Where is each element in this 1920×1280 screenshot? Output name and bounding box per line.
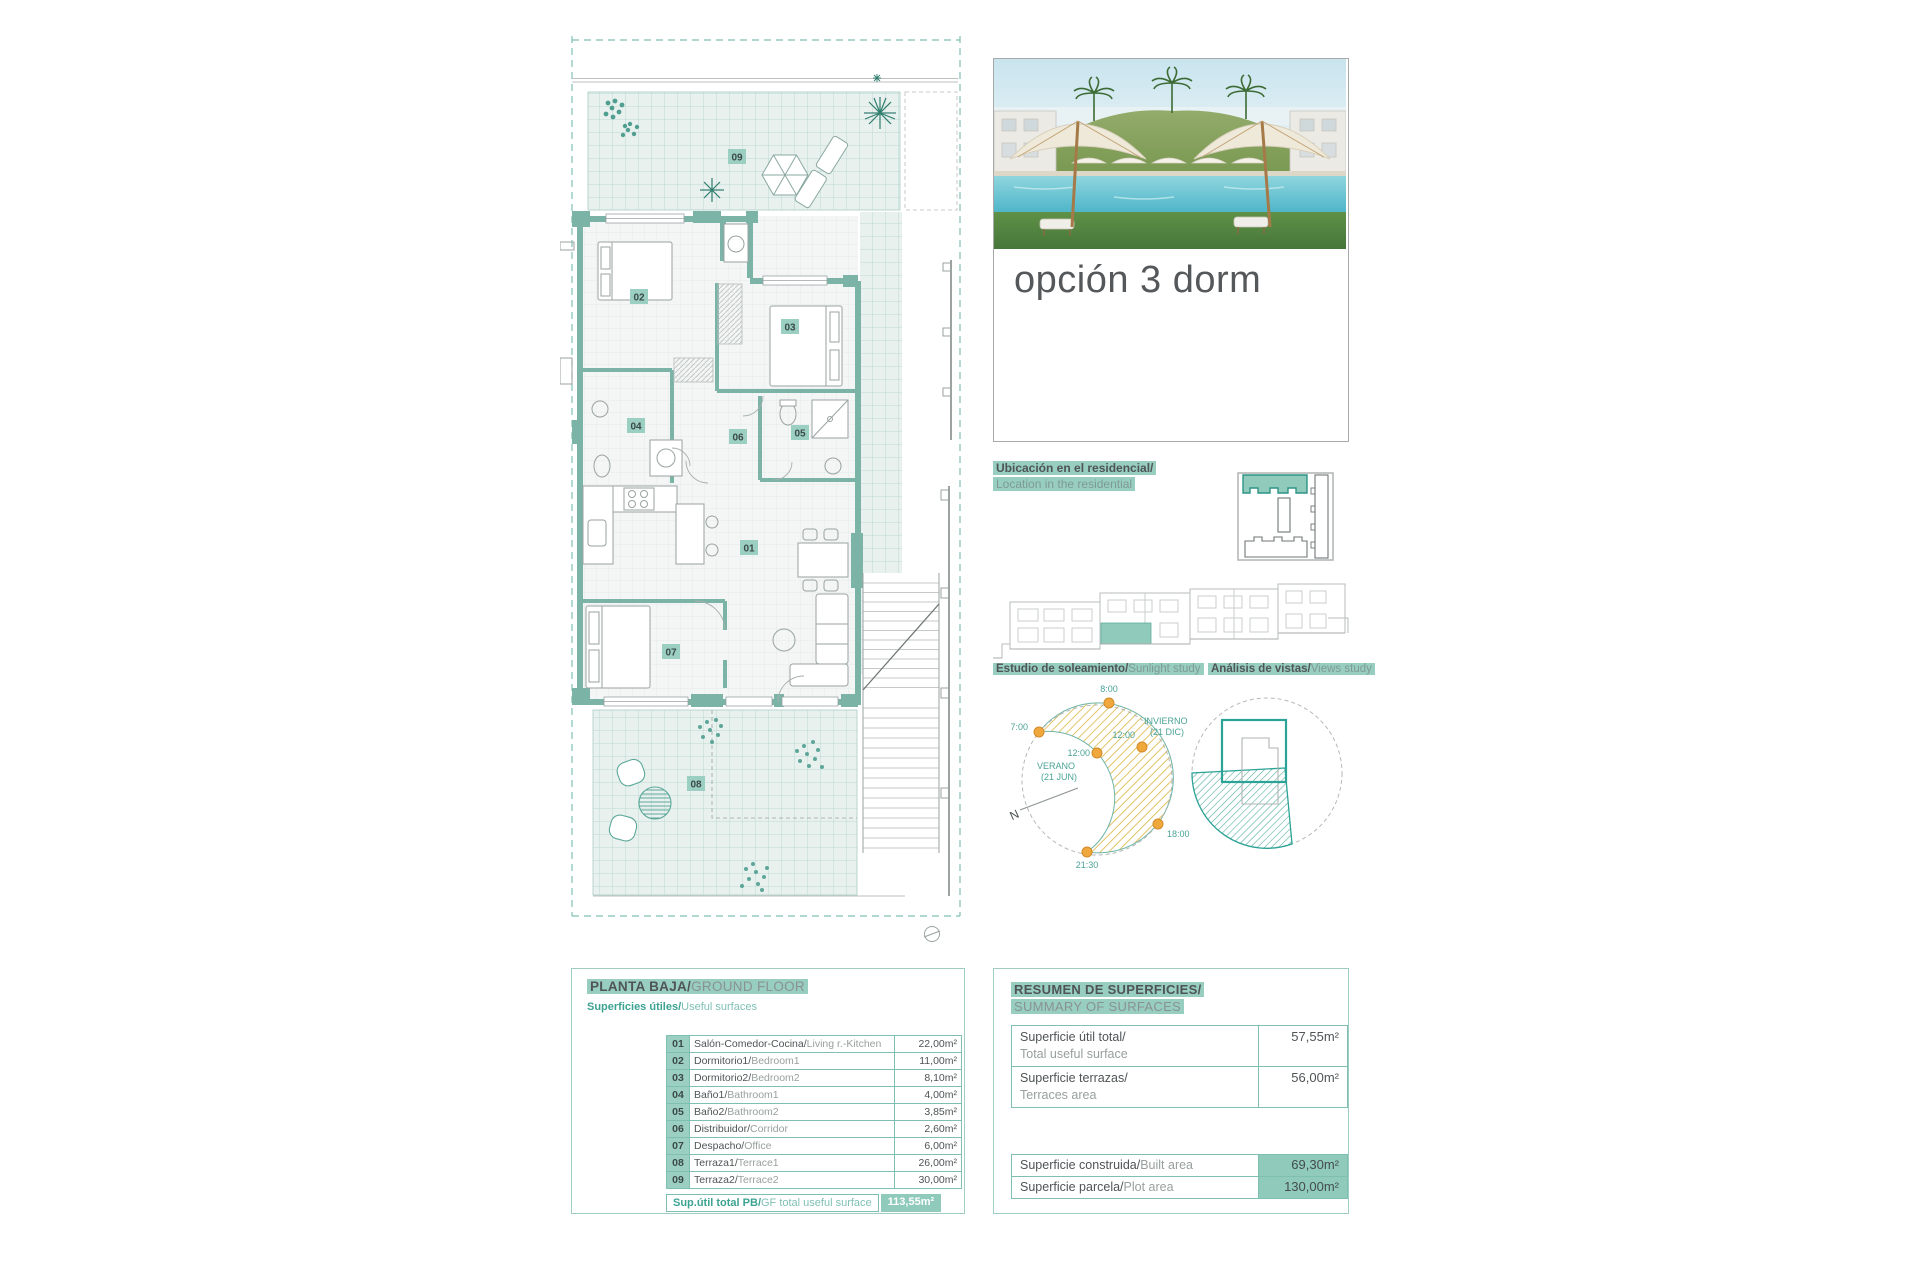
floor-subtitle-en: Useful surfaces (681, 1001, 757, 1013)
table-row: 07 Despacho/Office 6,00m² (667, 1138, 962, 1155)
time-1800: 18:00 (1167, 829, 1190, 839)
floor-plan-drawing (560, 28, 970, 948)
floor-subtitle-es: Superficies útiles/ (587, 1001, 682, 1013)
chip-08: 08 (690, 779, 702, 791)
table-row: 04 Baño1/Bathroom1 4,00m² (667, 1087, 962, 1104)
summer-label: VERANO (1036, 761, 1075, 771)
hero-card (993, 58, 1349, 442)
highlighted-unit (1101, 623, 1151, 644)
winter-label: INVIERNO (1144, 716, 1188, 726)
north-arrow (1020, 788, 1078, 810)
summary-title-es: RESUMEN DE SUPERFICIES/ (1011, 982, 1204, 997)
option-title: opción 3 dorm (1014, 259, 1262, 301)
location-title-es: Ubicación en el residencial/ (993, 461, 1156, 475)
site-location-diagram (1230, 460, 1340, 585)
dashed-plot-area (905, 92, 957, 210)
stairs (863, 573, 939, 853)
location-heading (993, 460, 1156, 492)
chip-02: 02 (633, 292, 645, 304)
time-1200-summer: 12:00 (1067, 748, 1090, 758)
floor-title-en: GROUND FLOOR (691, 979, 805, 994)
views-study-label (1208, 663, 1375, 675)
time-2130: 21:30 (1075, 860, 1099, 870)
compass-marker (924, 927, 940, 942)
pool-render-image (994, 59, 1346, 249)
total-label: Sup.útil total PB/GF total useful surface (666, 1194, 879, 1212)
table-row: 06 Distribuidor/Corridor 2,60m² (667, 1121, 962, 1138)
chip-01: 01 (743, 543, 755, 555)
summary-title (1011, 981, 1348, 998)
table-row: 09 Terraza2/Terrace2 30,00m² (667, 1172, 962, 1189)
table-row: 08 Terraza1/Terrace1 26,00m² (667, 1155, 962, 1172)
sunlight-label-es: Estudio de soleamiento/ (996, 663, 1129, 675)
chip-09: 09 (731, 152, 743, 164)
table-row: 03 Dormitorio2/Bedroom2 8,10m² (667, 1070, 962, 1087)
useful-surfaces-table (1011, 1025, 1348, 1108)
room-surfaces-table (666, 1035, 962, 1189)
total-row (666, 1194, 941, 1212)
table-row: 01 Salón-Comedor-Cocina/Living r.-Kitchen 22,00m² (667, 1036, 962, 1053)
views-label-en: Views study (1310, 663, 1372, 675)
highlighted-building-block (1243, 475, 1307, 493)
time-0700: 7:00 (1010, 722, 1028, 732)
north-label: N (1007, 806, 1022, 824)
table-row: Superficie terrazas/ Terraces area 56,00m² (1012, 1067, 1348, 1108)
summary-panel (993, 968, 1349, 1214)
sunlight-study-diagram (1000, 680, 1195, 892)
chip-04: 04 (630, 421, 642, 433)
chip-06: 06 (732, 432, 744, 444)
table-row: Superficie útil total/ Total useful surface 57,55m² (1012, 1026, 1348, 1067)
location-title-en: Location in the residential (993, 477, 1135, 491)
chip-05: 05 (794, 428, 806, 440)
summary-title-en: SUMMARY OF SURFACES (1011, 999, 1184, 1014)
chip-07: 07 (665, 647, 677, 659)
floor-title-es: PLANTA BAJA/ (590, 979, 692, 994)
built-surfaces-table (1011, 1154, 1348, 1199)
terrace-08-paving (593, 710, 857, 895)
sunlight-label-en: Sunlight study (1128, 663, 1201, 675)
panel-floor-title (587, 979, 964, 994)
chip-03: 03 (784, 322, 796, 334)
summary-title-en-row (1011, 999, 1348, 1014)
summer-date: (21 JUN) (1040, 772, 1077, 782)
time-0800: 8:00 (1100, 684, 1118, 694)
sunlight-study-label (993, 663, 1204, 675)
panel-floor-subtitle (587, 1001, 964, 1013)
winter-date: (21 DIC) (1150, 727, 1185, 737)
building-elevation (988, 578, 1350, 668)
table-row: 05 Baño2/Bathroom2 3,85m² (667, 1104, 962, 1121)
total-value: 113,55m² (881, 1194, 941, 1212)
time-1200-winter: 12:00 (1112, 730, 1135, 740)
ground-floor-panel (571, 968, 965, 1214)
table-row: 02 Dormitorio1/Bedroom1 11,00m² (667, 1053, 962, 1070)
views-label-es: Análisis de vistas/ (1211, 663, 1311, 675)
views-study-diagram (1185, 686, 1355, 882)
table-row: Superficie construida/Built area 69,30m² (1012, 1155, 1348, 1177)
table-row: Superficie parcela/Plot area 130,00m² (1012, 1177, 1348, 1199)
